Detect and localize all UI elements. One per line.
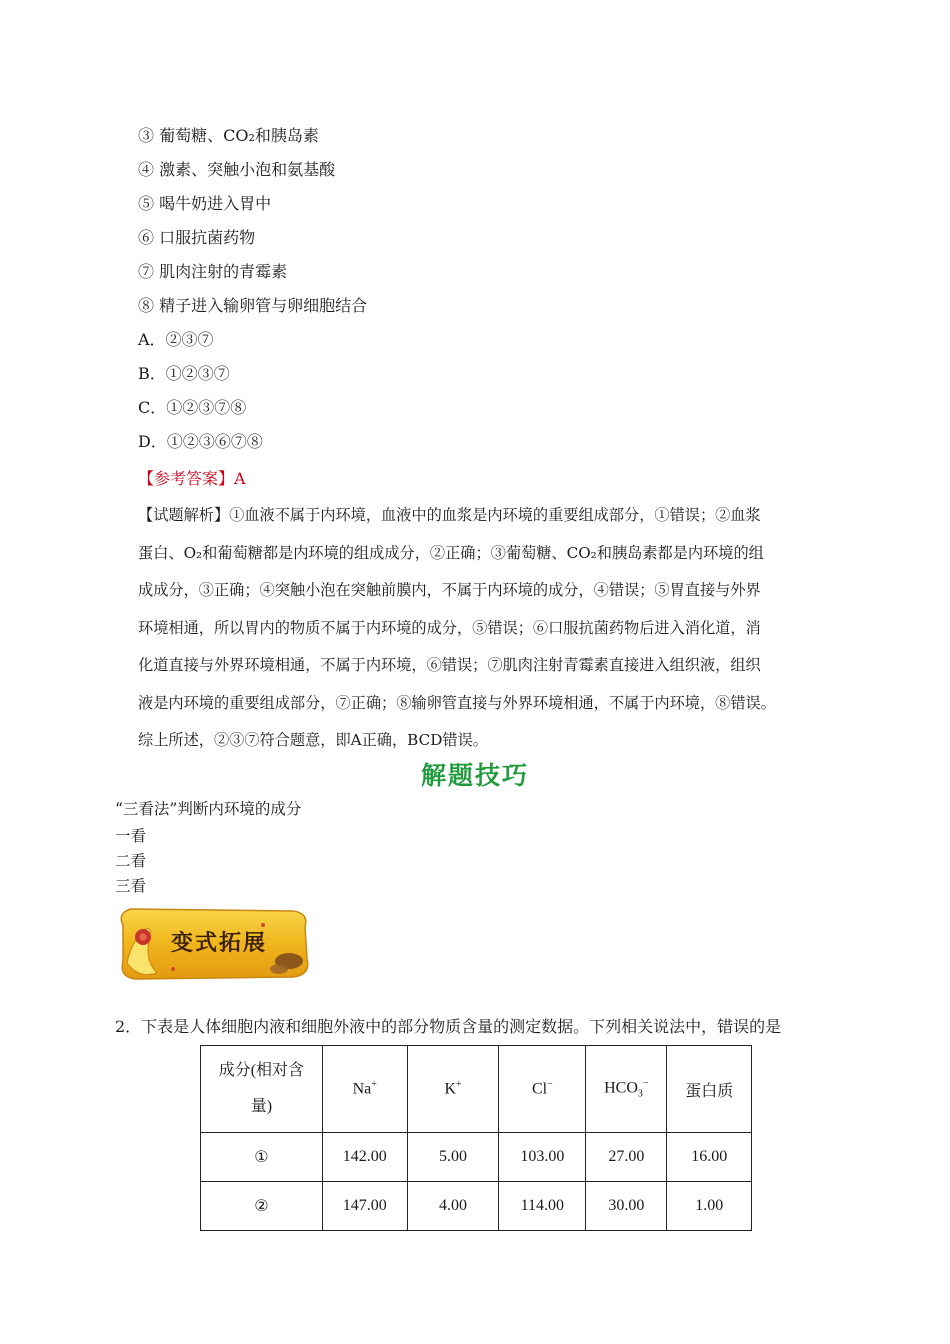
table-header-row — [201, 1046, 752, 1133]
explanation-line: 蛋白、O₂和葡萄糖都是内环境的组成成分，②正确；③葡萄糖、CO₂和胰岛素都是内环境的组 — [138, 543, 764, 562]
header-component: 成分(相对含 量) — [201, 1046, 323, 1133]
table-cell: 103.00 — [499, 1133, 586, 1182]
option-4: ④ 激素、突触小泡和氨基酸 — [138, 160, 336, 179]
table-cell: 142.00 — [322, 1133, 407, 1182]
choice-d: D．①②③⑥⑦⑧ — [138, 432, 263, 451]
header-protein: 蛋白质 — [667, 1046, 752, 1133]
choice-a: A．②③⑦ — [138, 330, 214, 349]
header-hco3: $HCO_3^-$ — [586, 1046, 667, 1133]
explanation-line: 综上所述，②③⑦符合题意，即A正确，BCD错误。 — [138, 731, 488, 749]
table-cell: 1.00 — [667, 1182, 752, 1231]
explanation — [138, 497, 838, 760]
tip-line: 三看 — [115, 877, 147, 895]
header-na: Na+ — [322, 1046, 407, 1133]
explanation-line: 环境相通，所以胃内的物质不属于内环境的成分，⑤错误；⑥口服抗菌药物后进入消化道，消 — [138, 618, 761, 637]
option-6: ⑥ 口服抗菌药物 — [138, 228, 256, 247]
table-cell: 5.00 — [407, 1133, 499, 1182]
header-cl: Cl− — [499, 1046, 586, 1133]
variant-extension-banner — [113, 903, 313, 983]
option-3: ③ 葡萄糖、CO₂和胰岛素 — [138, 126, 319, 145]
explanation-line: 【试题解析】①血液不属于内环境，血液中的血浆是内环境的重要组成部分，①错误；②血浆 — [138, 506, 761, 524]
table-row — [201, 1133, 752, 1182]
option-7: ⑦ 肌肉注射的青霉素 — [138, 262, 288, 281]
table-cell: 27.00 — [586, 1133, 667, 1182]
explanation-line: 成成分，③正确；④突触小泡在突触前膜内，不属于内环境的成分，④错误；⑤胃直接与外界 — [138, 581, 761, 599]
tip-heading: “三看法”判断内环境的成分 — [115, 800, 302, 818]
explanation-line: 化道直接与外界环境相通，不属于内环境，⑥错误；⑦肌肉注射青霉素直接进入组织液，组织 — [138, 656, 761, 674]
option-5: ⑤ 喝牛奶进入胃中 — [138, 194, 272, 213]
table-cell: ① — [201, 1133, 323, 1182]
table-row — [201, 1182, 752, 1231]
table-cell: 114.00 — [499, 1182, 586, 1231]
choice-c: C．①②③⑦⑧ — [138, 398, 247, 417]
table-cell: 147.00 — [322, 1182, 407, 1231]
table-cell: 4.00 — [407, 1182, 499, 1231]
tip-line: 二看 — [115, 852, 147, 870]
banner-text: 变式拓展 — [170, 930, 268, 956]
explanation-line: 液是内环境的重要组成部分，⑦正确；⑧输卵管直接与外界环境相通，不属于内环境，⑧错误。 — [138, 693, 776, 712]
table-cell: ② — [201, 1182, 323, 1231]
tip-line: 一看 — [115, 827, 147, 845]
data-table — [200, 1045, 752, 1231]
header-k: K+ — [407, 1046, 499, 1133]
option-8: ⑧ 精子进入输卵管与卵细胞结合 — [138, 296, 368, 315]
choice-b: B．①②③⑦ — [138, 364, 230, 383]
reference-answer: 【参考答案】A — [138, 469, 246, 488]
section-title: 解题技巧 — [420, 761, 529, 790]
table-cell: 30.00 — [586, 1182, 667, 1231]
question-2: 2．下表是人体细胞内液和细胞外液中的部分物质含量的测定数据。下列相关说法中，错误的是 — [115, 1017, 782, 1036]
table-cell: 16.00 — [667, 1133, 752, 1182]
